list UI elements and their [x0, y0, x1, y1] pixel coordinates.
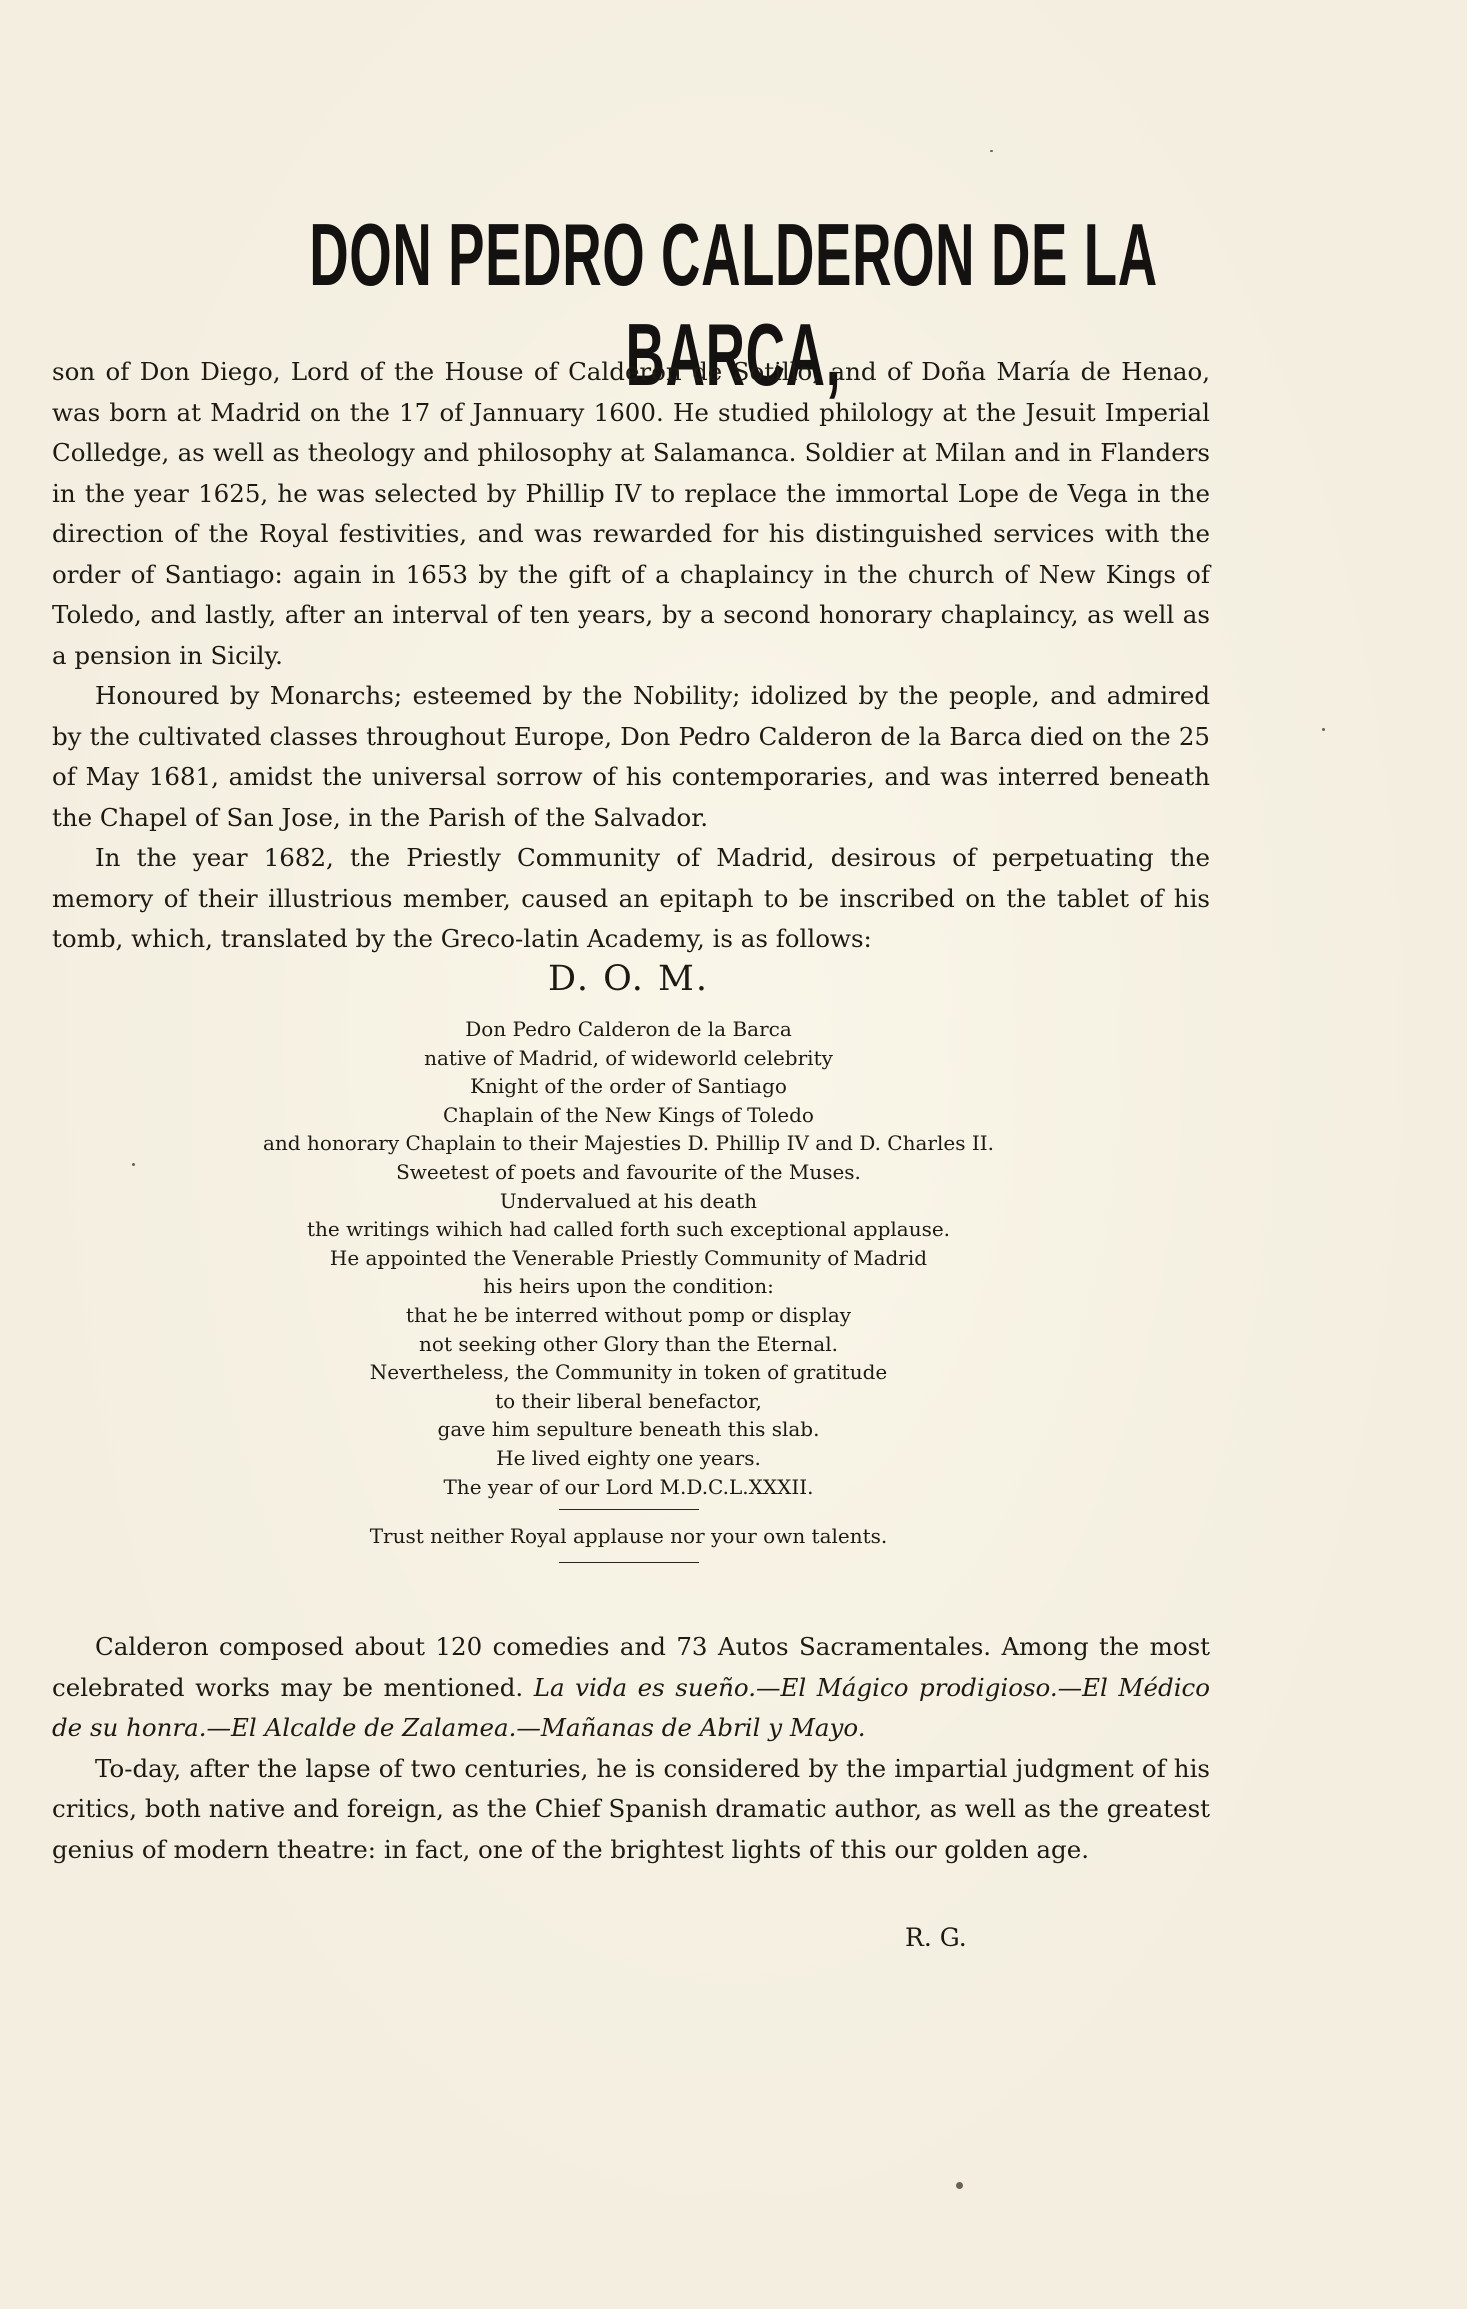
work-title: —Mañanas de Abril y Mayo.: [516, 1713, 866, 1742]
legacy-paragraph: To-day, after the lapse of two centuries, he is considered by the impartial judgment of his critics, both native and foreign, as the Chief Spanish dramatic author, as well as the greatest genius of modern theatre: in fact, one of the brightest lights of this our golden age.: [52, 1753, 1210, 1864]
epitaph-line: Undervalued at his death: [499, 1188, 758, 1213]
works-paragraph: [52, 1627, 1210, 1749]
author-initials: R. G.: [905, 1923, 967, 1952]
biography-paragraph: In the year 1682, the Priestly Community of Madrid, desirous of perpetuating the memory of their illustrious member, caused an epitaph to be inscribed on the tablet of his tomb, which, translated by the Greco-latin Academy, is as follows:: [52, 843, 1210, 953]
work-title: —El Mágico prodigioso.: [756, 1672, 1058, 1702]
epitaph-line: Chaplain of the New Kings of Toledo: [443, 1102, 814, 1127]
epitaph-line: his heirs upon the condition:: [483, 1274, 774, 1299]
paper-speck: [956, 2182, 963, 2189]
work-title: —El Alcalde de Zalamea.: [206, 1713, 517, 1742]
epitaph-line: He appointed the Venerable Priestly Community of Madrid: [329, 1245, 928, 1270]
biography-paragraph: son of Don Diego, Lord of the House of Calderon de Sotillo, and of Doña María de Henao, was born at Madrid on the 17 of Jannuary 1600. He studied philology at the Jesuit Imperial Colledge, as well as theology and philosophy at Salamanca. Soldier at Milan and in Flanders in the year 1625, he was selected by Phillip IV to replace the immortal Lope de Vega in the direction of the Royal festivities, and was rewarded for his distinguished services with the order of Santiago: again in 1653 by the gift of a chaplaincy in the church of New Kings of Toledo, and lastly, after an interval of ten years, by a second honorary chaplaincy, as well as a pension in Sicily.: [52, 357, 1210, 670]
epitaph-line: the writings wihich had called forth such exceptional applause.: [306, 1217, 951, 1242]
epitaph-line: Nevertheless, the Community in token of gratitude: [369, 1360, 888, 1385]
epitaph: [200, 955, 1057, 1571]
epitaph-line: native of Madrid, of wideworld celebrity: [424, 1045, 833, 1070]
epitaph-line: Sweetest of poets and favourite of the Muses.: [396, 1159, 861, 1184]
biography-text: [52, 352, 1210, 960]
epitaph-line: Knight of the order of Santiago: [470, 1074, 787, 1099]
biography-paragraph: Honoured by Monarchs; esteemed by the Nobility; idolized by the people, and admired by the cultivated classes throughout Europe, Don Pedro Calderon de la Barca died on the 25 of May 1681, amidst the universal sorrow of his contemporaries, and was interred beneath the Chapel of San Jose, in the Parish of the Salvador.: [52, 681, 1210, 832]
page-title: DON PEDRO CALDERON DE LA BARCA,: [309, 205, 1158, 404]
paper-speck: [132, 1163, 135, 1166]
epitaph-line: Don Pedro Calderon de la Barca: [465, 1017, 792, 1041]
divider: [559, 1562, 699, 1563]
works-intro: Calderon composed about 120 comedies and 73 Autos Sacramentales. Among the most celebrated works may be mentioned.: [52, 1632, 1210, 1702]
work-title: —El Médico de su honra.: [52, 1672, 1210, 1742]
epitaph-line: and honorary Chaplain to their Majesties D. Phillip IV and D. Charles II.: [263, 1131, 994, 1156]
epitaph-line: not seeking other Glory than the Eternal.: [419, 1331, 838, 1356]
epitaph-line: to their liberal benefactor,: [495, 1388, 762, 1413]
epitaph-motto: Trust neither Royal applause nor your own talents.: [369, 1524, 888, 1549]
paper-speck: [990, 150, 993, 152]
epitaph-line: He lived eighty one years.: [496, 1445, 761, 1470]
epitaph-line: The year of our Lord M.D.C.L.XXXII.: [443, 1474, 814, 1499]
paper-speck: [1322, 728, 1325, 731]
epitaph-line: gave him sepulture beneath this slab.: [437, 1417, 820, 1442]
work-title: La vida es sueño.: [533, 1672, 757, 1702]
epitaph-line: that he be interred without pomp or display: [405, 1302, 852, 1327]
epitaph-heading: D. O. M.: [548, 959, 709, 999]
closing-text: [52, 1627, 1210, 1870]
divider: [559, 1509, 699, 1510]
